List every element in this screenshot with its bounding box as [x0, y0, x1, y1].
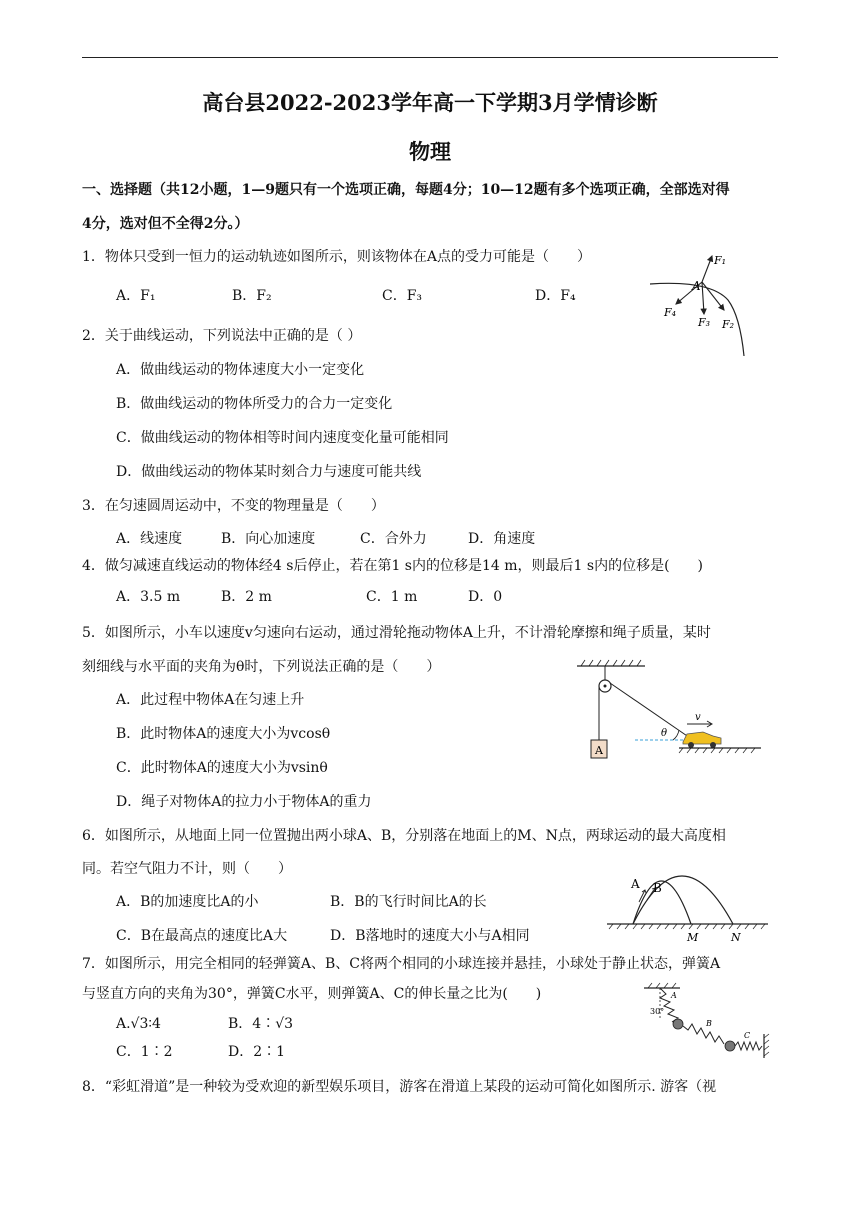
q6-option-c: C．B在最高点的速度比A大: [116, 928, 288, 944]
q6-fig-point-m: M: [687, 931, 699, 944]
q1-option-a: A．F₁: [116, 288, 156, 304]
q4-option-d: D．0: [468, 589, 503, 605]
q1-fig-f3: F₃: [698, 316, 711, 329]
q5-stem-cont: 刻细线与水平面的夹角为θ时，下列说法正确的是（ ）: [82, 659, 441, 675]
q6-stem: 6．如图所示，从地面上同一位置抛出两小球A、B，分别落在地面上的M、N点，两球运动的最大高度相: [82, 828, 726, 844]
q5-option-c: C．此时物体A的速度大小为vsinθ: [116, 760, 328, 776]
q1-option-c: C．F₃: [382, 288, 423, 304]
q6-figure: [605, 830, 770, 945]
q2-option-a: A．做曲线运动的物体速度大小一定变化: [116, 362, 365, 378]
q1-figure: [640, 250, 760, 360]
q2-stem: 2．关于曲线运动，下列说法中正确的是（ ）: [82, 328, 362, 344]
q7-option-b: B．4∶√3: [228, 1016, 294, 1032]
q7-figure: [640, 984, 775, 1064]
q5-fig-velocity: v: [695, 712, 701, 723]
q3-option-b: B．向心加速度: [221, 531, 316, 547]
q1-fig-f4: F₄: [664, 306, 677, 319]
q7-fig-spring-a: A: [671, 991, 677, 1000]
q4-option-b: B．2 m: [221, 589, 272, 605]
q4-stem: 4．做匀减速直线运动的物体经4 s后停止，若在第1 s内的位移是14 m，则最后1 s内的位移是( ): [82, 558, 703, 574]
q3-stem: 3．在匀速圆周运动中，不变的物理量是（ ）: [82, 498, 385, 514]
q7-option-d: D．2∶1: [228, 1044, 286, 1060]
q6-fig-ball-a: A: [631, 877, 640, 891]
q7-stem-cont: 与竖直方向的夹角为30°，弹簧C水平，则弹簧A、C的伸长量之比为( ): [82, 986, 542, 1002]
q5-option-a: A．此过程中物体A在匀速上升: [116, 692, 305, 708]
q2-option-b: B．做曲线运动的物体所受力的合力一定变化: [116, 396, 393, 412]
q3-option-a: A．线速度: [116, 531, 183, 547]
q1-fig-point: A: [692, 279, 701, 293]
q6-option-b: B．B的飞行时间比A的长: [330, 894, 487, 910]
q6-option-a: A．B的加速度比A的小: [116, 894, 259, 910]
q2-option-c: C．做曲线运动的物体相等时间内速度变化量可能相同: [116, 430, 449, 446]
q7-stem: 7．如图所示，用完全相同的轻弹簧A、B、C将两个相同的小球连接并悬挂，小球处于静止状态，弹簧A: [82, 956, 721, 972]
q2-option-d: D．做曲线运动的物体某时刻合力与速度可能共线: [116, 464, 422, 480]
q8-stem: 8．“彩虹滑道”是一种较为受欢迎的新型娱乐项目，游客在滑道上某段的运动可简化如图所示. 游客（视: [82, 1079, 717, 1095]
q7-fig-angle: 30°: [650, 1007, 665, 1016]
q1-fig-f1: F₁: [714, 254, 727, 267]
q3-option-d: D．角速度: [468, 531, 536, 547]
q3-option-c: C．合外力: [360, 531, 427, 547]
q4-option-a: A．3.5 m: [116, 589, 181, 605]
q5-stem: 5．如图所示，小车以速度v匀速向右运动，通过滑轮拖动物体A上升，不计滑轮摩擦和绳子质量，某时: [82, 625, 711, 641]
q5-figure: [575, 660, 765, 765]
q4-option-c: C．1 m: [366, 589, 418, 605]
page-subject: 物理: [409, 139, 451, 164]
q6-option-d: D．B落地时的速度大小与A相同: [330, 928, 530, 944]
section-heading-cont: 4分，选对但不全得2分。）: [82, 216, 249, 232]
q5-fig-angle: θ: [661, 728, 668, 739]
q5-option-d: D．绳子对物体A的拉力小于物体A的重力: [116, 794, 372, 810]
q7-option-c: C．1∶2: [116, 1044, 173, 1060]
q7-fig-spring-b: B: [706, 1019, 712, 1028]
page-title: 高台县2022-2023学年高一下学期3月学情诊断: [202, 90, 658, 115]
header-rule: [82, 57, 778, 58]
q1-option-b: B．F₂: [232, 288, 272, 304]
q6-stem-cont: 同。若空气阻力不计，则（ ）: [82, 861, 292, 877]
q1-option-d: D．F₄: [535, 288, 576, 304]
q6-fig-point-n: N: [731, 931, 741, 944]
q1-fig-f2: F₂: [722, 318, 735, 331]
q1-stem: 1．物体只受到一恒力的运动轨迹如图所示，则该物体在A点的受力可能是（ ）: [82, 249, 592, 265]
q6-fig-ball-b: B: [653, 881, 662, 895]
q5-option-b: B．此时物体A的速度大小为vcosθ: [116, 726, 331, 742]
q5-fig-block: A: [595, 744, 603, 757]
q7-fig-spring-c: C: [744, 1031, 751, 1040]
section-heading: 一、选择题（共12小题，1—9题只有一个选项正确，每题4分；10—12题有多个选项正确，全部选对得: [82, 182, 730, 198]
q7-option-a: A.√3∶4: [116, 1016, 161, 1032]
